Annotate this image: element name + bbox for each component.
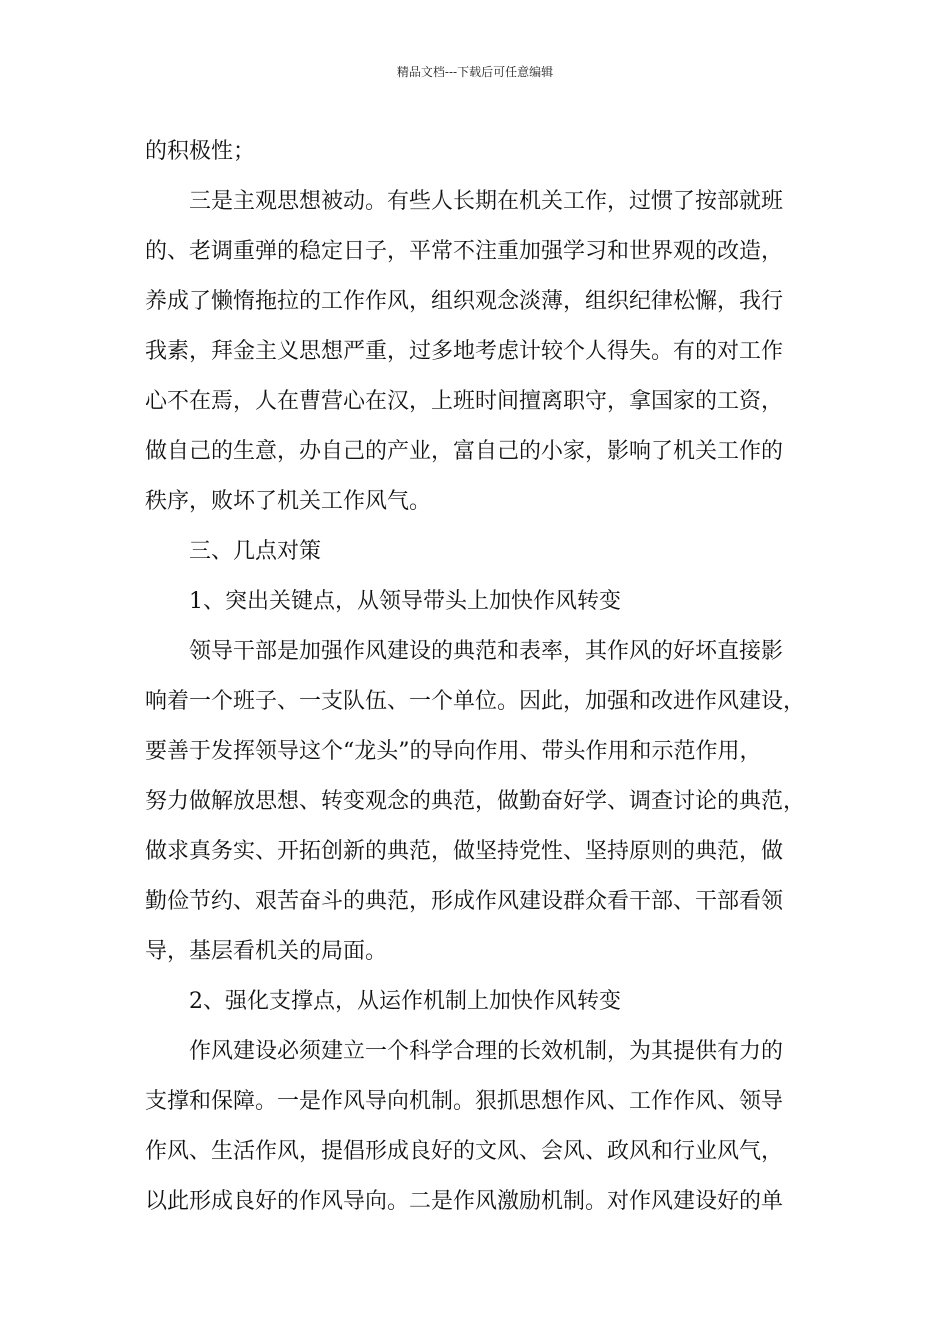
text-line: 的、老调重弹的稳定日子，平常不注重加强学习和世界观的改造，	[145, 239, 784, 264]
subsection-heading: 2、强化支撑点，从运作机制上加快作风转变	[189, 989, 621, 1014]
text-line: 做自己的生意，办自己的产业，富自己的小家，影响了机关工作的	[145, 439, 784, 464]
text-line: 响着一个班子、一支队伍、一个单位。因此，加强和改进作风建设，	[145, 689, 806, 714]
text-line: 的积极性；	[145, 139, 256, 164]
text-line: 心不在焉，人在曹营心在汉，上班时间擅离职守，拿国家的工资，	[145, 389, 784, 414]
text-line: 支撑和保障。一是作风导向机制。狠抓思想作风、工作作风、领导	[145, 1089, 784, 1114]
text-line: 秩序，败坏了机关工作风气。	[145, 489, 432, 514]
text-line: 我素，拜金主义思想严重，过多地考虑计较个人得失。有的对工作	[145, 339, 784, 364]
text-line: 努力做解放思想、转变观念的典范，做勤奋好学、调查讨论的典范，	[145, 789, 806, 814]
text-line: 要善于发挥领导这个“龙头”的导向作用、带头作用和示范作用，	[145, 739, 762, 764]
subsection-heading: 1、突出关键点，从领导带头上加快作风转变	[189, 589, 621, 614]
section-heading: 三、几点对策	[189, 539, 322, 564]
text-line: 作风、生活作风，提倡形成良好的文风、会风、政风和行业风气，	[145, 1139, 784, 1164]
text-line: 勤俭节约、艰苦奋斗的典范，形成作风建设群众看干部、干部看领	[145, 889, 784, 914]
page-header: 精品文档---下载后可任意编辑	[396, 65, 554, 79]
paragraph-start-line: 领导干部是加强作风建设的典范和表率，其作风的好坏直接影	[189, 639, 784, 664]
text-line: 养成了懒惰拖拉的工作作风，组织观念淡薄，组织纪律松懈，我行	[145, 289, 784, 314]
paragraph-start-line: 作风建设必须建立一个科学合理的长效机制，为其提供有力的	[189, 1039, 784, 1064]
text-line: 做求真务实、开拓创新的典范，做坚持党性、坚持原则的典范，做	[145, 839, 784, 864]
document-body	[145, 127, 815, 1227]
text-line: 导，基层看机关的局面。	[145, 939, 388, 964]
text-line: 以此形成良好的作风导向。二是作风激励机制。对作风建设好的单	[145, 1189, 784, 1214]
paragraph-start-line: 三是主观思想被动。有些人长期在机关工作，过惯了按部就班	[189, 189, 784, 214]
